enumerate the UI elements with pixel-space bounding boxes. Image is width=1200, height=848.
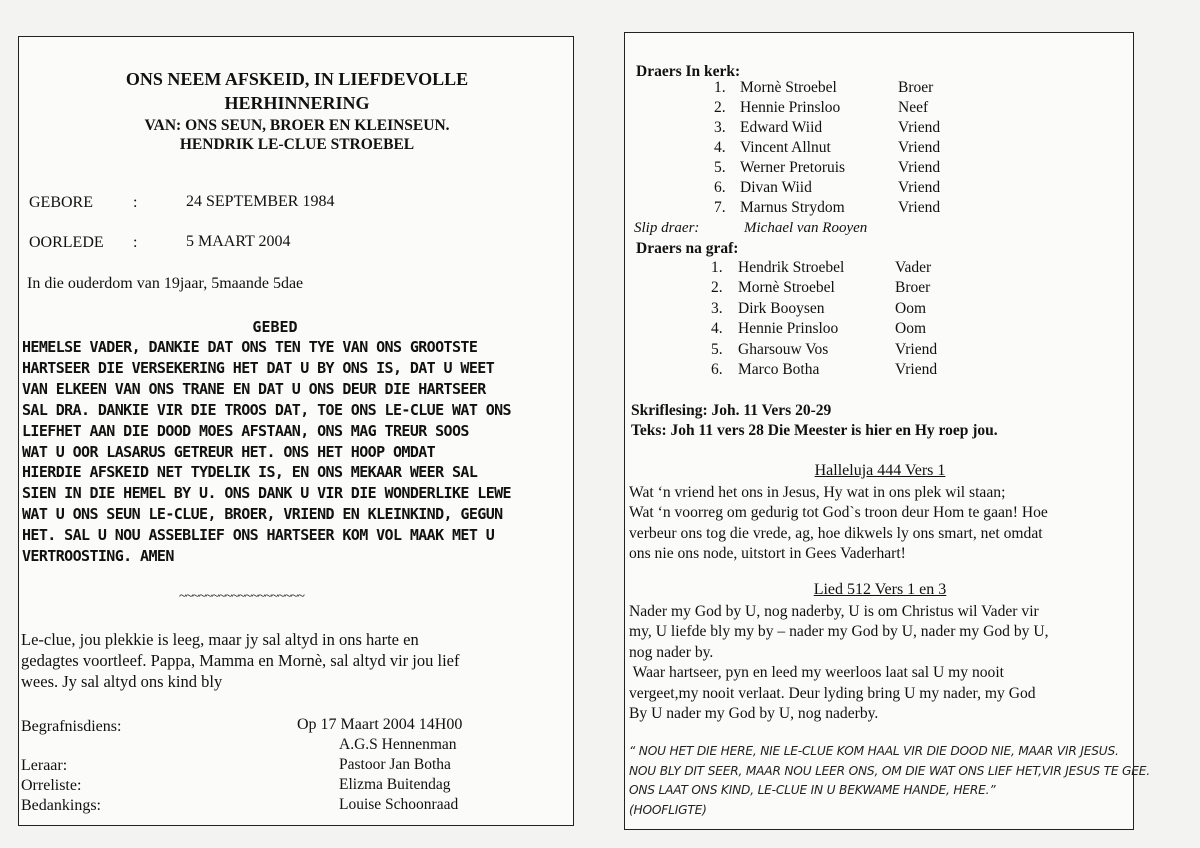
list-item: 1. — [711, 259, 723, 276]
bearer-relation: Broer — [898, 79, 934, 96]
bearer-name: Mornè Stroebel — [738, 279, 835, 296]
bearer-name: Mornè Stroebel — [740, 79, 837, 96]
grave-bearers-heading: Draers na graf: — [636, 240, 739, 257]
prayer-line: HEMELSE VADER, DANKIE DAT ONS TEN TYE VAN ONS GROOTSTE — [22, 338, 478, 356]
church-bearers-heading: Draers In kerk: — [636, 63, 741, 80]
sermon-text: Teks: Joh 11 vers 28 Die Meester is hier en Hy roep jou. — [631, 422, 998, 439]
bearer-name: Dirk Booysen — [738, 300, 825, 317]
bearer-name: Hennie Prinsloo — [738, 320, 839, 337]
service-value: Op 17 Maart 2004 14H00 — [297, 716, 463, 733]
list-item: 6. — [714, 179, 726, 196]
died-colon: : — [133, 234, 138, 251]
prayer-line: HET. SAL U NOU ASSEBLIEF ONS HARTSEER KOM VOL MAAK MET U — [22, 526, 495, 545]
hymn-line: verbeur ons tog die vrede, ag, hoe dikwels ly ons smart, net omdat — [629, 524, 1043, 542]
bearer-relation: Vriend — [898, 159, 941, 176]
tribute-line: Le-clue, jou plekkie is leeg, maar jy sal altyd in ons harte en — [21, 630, 419, 649]
hymn-line: ons nie ons node, uitstort in Gees Vaderhart! — [629, 545, 906, 563]
bearer-relation: Vriend — [898, 179, 941, 196]
hymn-line: Nader my God by U, nog naderby, U is om Christus wil Vader vir — [629, 603, 1039, 620]
list-item: 2. — [714, 99, 726, 116]
bearer-name: Gharsouw Vos — [738, 341, 829, 358]
list-item: 4. — [711, 320, 723, 337]
hymn-line: my, U liefde bly my by – nader my God by U, nader my God by U, — [629, 623, 1049, 641]
bearer-relation: Vader — [895, 259, 932, 276]
hymn1-text — [629, 483, 1048, 565]
hymn1-title: Halleluja 444 Vers 1 — [814, 462, 946, 479]
quote-line: NOU BLY DIT SEER, MAAR NOU LEER ONS, OM DIE WAT ONS LIEF HET,VIR JESUS TE GEE. — [629, 763, 1150, 778]
bearer-relation: Oom — [895, 320, 926, 337]
bearer-name: Marnus Strydom — [740, 199, 845, 216]
prayer-line: WAT U OOR LASARUS GETREUR HET. ONS HET HOOP OMDAT — [22, 442, 436, 461]
born-value: 24 SEPTEMBER 1984 — [186, 193, 335, 210]
age-text: In die ouderdom van 19jaar, 5maande 5dae — [27, 275, 304, 292]
tribute-line: gedagtes voortleef. Pappa, Mamma en Mornè, sal altyd vir jou lief — [21, 651, 460, 670]
list-item: 4. — [714, 139, 726, 156]
orreliste-value: Elizma Buitendag — [339, 776, 451, 793]
bearer-name: Werner Pretoruis — [740, 159, 846, 176]
hymn-line: Wat ‘n voorreg om gedurig tot God`s troon deur Hom te gaan! Hoe — [629, 504, 1048, 522]
prayer-heading: GEBED — [252, 318, 298, 336]
bearer-relation: Neef — [898, 99, 929, 116]
list-item: 3. — [714, 119, 726, 136]
subtitle-line-2: HENDRIK LE-CLUE STROEBEL — [179, 136, 415, 153]
born-colon: : — [133, 194, 138, 211]
quote-line: ONS LAAT ONS KIND, LE-CLUE IN U BEKWAME HANDE, HERE.” — [629, 783, 996, 797]
orreliste-label: Orreliste: — [21, 777, 82, 794]
prayer-line: VERTROOSTING. AMEN — [22, 547, 174, 566]
bearer-name: Divan Wiid — [740, 179, 812, 196]
died-value: 5 MAART 2004 — [186, 233, 291, 250]
bedankings-label: Bedankings: — [21, 797, 101, 814]
quote-line: “ NOU HET DIE HERE, NIE LE-CLUE KOM HAAL VIR DIE DOOD NIE, MAAR VIR JESUS. — [629, 744, 1119, 758]
prayer-line: VAN ELKEEN VAN ONS TRANE EN DAT U ONS DEUR DIE HARTSEER — [22, 379, 486, 398]
died-label: OORLEDE — [29, 234, 104, 251]
bearer-relation: Broer — [895, 279, 931, 296]
service-label: Begrafnisdiens: — [21, 718, 122, 735]
prayer-line: HIERDIE AFSKEID NET TYDELIK IS, EN ONS MEKAAR WEER SAL — [22, 463, 478, 482]
title-line-1: ONS NEEM AFSKEID, IN LIEFDEVOLLE — [125, 69, 469, 89]
left-panel — [18, 36, 574, 826]
subtitle-line-1: VAN: ONS SEUN, BROER EN KLEINSEUN. — [144, 117, 450, 134]
prayer-line: SIEN IN DIE HEMEL BY U. ONS DANK U VIR DIE WONDERLIKE LEWE — [22, 484, 511, 503]
bedankings-value: Louise Schoonraad — [339, 796, 459, 813]
hymn2-text — [629, 602, 1049, 724]
tribute-line: wees. Jy sal altyd ons kind bly — [21, 672, 223, 691]
right-panel — [624, 32, 1150, 830]
bearer-relation: Vriend — [895, 341, 938, 358]
closing-quote — [629, 742, 1150, 820]
list-item: 2. — [711, 279, 723, 296]
bearer-name: Hendrik Stroebel — [738, 259, 845, 276]
prayer-text — [22, 337, 570, 567]
quote-line: (HOOFLIGTE) — [629, 802, 707, 817]
title-line-2: HERHINNERING — [224, 93, 370, 113]
decorative-divider: ~~~~~~~~~~~~~~~~~~~ — [179, 589, 304, 604]
slip-bearer-label: Slip draer: — [634, 220, 700, 236]
hymn-line: Wat ‘n vriend het ons in Jesus, Hy wat in ons plek wil staan; — [629, 484, 1006, 501]
bearer-name: Hennie Prinsloo — [740, 99, 841, 116]
bearer-name: Vincent Allnut — [740, 139, 831, 156]
tribute-text — [21, 629, 460, 692]
scripture-reading: Skriflesing: Joh. 11 Vers 20-29 — [631, 402, 832, 419]
bearer-relation: Oom — [895, 300, 926, 317]
list-item: 6. — [711, 361, 723, 378]
leraar-value: Pastoor Jan Botha — [339, 756, 451, 773]
bearer-relation: Vriend — [898, 119, 941, 136]
hymn-line: By U nader my God by U, nog naderby. — [629, 705, 879, 723]
list-item: 3. — [711, 300, 723, 317]
slip-bearer-value: Michael van Rooyen — [744, 220, 868, 236]
hymn2-title: Lied 512 Vers 1 en 3 — [813, 581, 947, 598]
hymn-line: Waar hartseer, pyn en leed my weerloos laat sal U my nooit — [629, 664, 1004, 682]
list-item: 5. — [714, 159, 726, 176]
list-item: 1. — [714, 79, 726, 96]
born-label: GEBORE — [29, 194, 93, 211]
list-item: 7. — [714, 199, 726, 216]
bearer-relation: Vriend — [895, 361, 938, 378]
bearer-name: Marco Botha — [738, 361, 820, 378]
prayer-line: SAL DRA. DANKIE VIR DIE TROOS DAT, TOE ONS LE-CLUE WAT ONS — [22, 400, 511, 419]
service-venue: A.G.S Hennenman — [339, 736, 457, 753]
hymn-line: nog nader by. — [629, 643, 714, 661]
prayer-line: LIEFHET AAN DIE DOOD MOES AFSTAAN, ONS MAG TREUR SOOS — [22, 421, 469, 440]
hymn-line: vergeet,my nooit verlaat. Deur lyding bring U my nader, my God — [629, 684, 1036, 702]
bearer-relation: Vriend — [898, 199, 941, 216]
bearer-relation: Vriend — [898, 139, 941, 156]
prayer-line: HARTSEER DIE VERSEKERING HET DAT U BY ONS IS, DAT U WEET — [22, 358, 495, 377]
list-item: 5. — [711, 341, 723, 358]
leraar-label: Leraar: — [21, 757, 68, 774]
prayer-line: WAT U ONS SEUN LE-CLUE, BROER, VRIEND EN KLEINKIND, GEGUN — [22, 505, 503, 524]
bearer-name: Edward Wiid — [740, 119, 823, 136]
